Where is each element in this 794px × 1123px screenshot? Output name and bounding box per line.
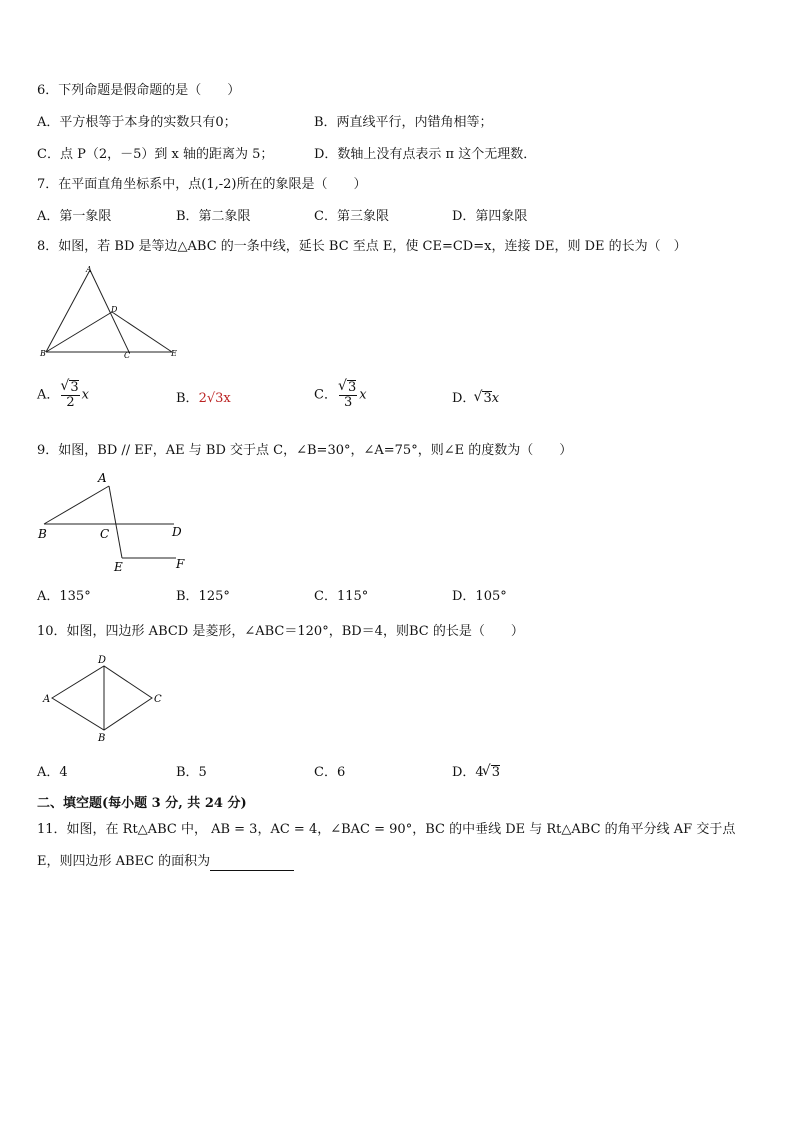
q8-label-e: E bbox=[171, 349, 177, 358]
q9-label-f: F bbox=[176, 557, 185, 571]
q7-stem: 7．在平面直角坐标系中，点(1,-2)所在的象限是（ ） bbox=[37, 177, 367, 192]
q10-label-a: A bbox=[43, 694, 51, 705]
q8-option-d-variable: x bbox=[491, 391, 500, 406]
q8-option-a bbox=[37, 380, 89, 410]
q11-line2 bbox=[37, 853, 294, 871]
q9-label-c: C bbox=[100, 527, 110, 541]
q10-option-d-label: D．4 bbox=[452, 765, 484, 780]
q8-option-d bbox=[452, 390, 499, 408]
q7-option-d: D．第四象限 bbox=[452, 209, 528, 224]
q10-option-d-radical: √ 3 bbox=[491, 765, 500, 780]
q8-label-c: C bbox=[124, 351, 131, 360]
q6-stem: 6．下列命题是假命题的是（ ） bbox=[37, 83, 241, 98]
q10-label-d: D bbox=[98, 655, 107, 666]
q9-option-a: A．135° bbox=[37, 589, 91, 604]
q7-option-c: C．第三象限 bbox=[314, 209, 389, 224]
q8-option-c-fraction bbox=[339, 380, 357, 410]
q8-option-a-numerator: √ 3 bbox=[69, 380, 78, 395]
q10-option-c: C．6 bbox=[314, 765, 346, 780]
q11-answer-blank[interactable] bbox=[210, 856, 294, 871]
q8-option-b bbox=[176, 390, 231, 408]
q7-option-a: A．第一象限 bbox=[37, 209, 112, 224]
q6-option-c: C．点 P（2，－5）到 x 轴的距离为 5； bbox=[37, 147, 274, 162]
q10-figure bbox=[38, 652, 168, 744]
q10-option-b: B．5 bbox=[176, 765, 207, 780]
q8-label-b: B bbox=[40, 349, 46, 358]
q10-option-d bbox=[452, 764, 500, 782]
q8-option-c-numerator: √ 3 bbox=[347, 380, 356, 395]
q11-line1: 11．如图，在 Rt△ABC 中， AB = 3，AC = 4，∠BAC = 90°，BC 的中垂线 DE 与 Rt△ABC 的角平分线 AF 交于点 bbox=[37, 822, 736, 837]
q8-option-a-fraction bbox=[61, 380, 79, 410]
q8-option-b-value: 2√3x bbox=[198, 391, 231, 406]
q9-label-e: E bbox=[114, 560, 123, 572]
q8-stem: 8．如图，若 BD 是等边△ABC 的一条中线，延长 BC 至点 E，使 CE=CD=x，连接 DE，则 DE 的长为（ ） bbox=[37, 239, 687, 254]
q8-option-c-label: C． bbox=[314, 387, 337, 403]
q9-label-d: D bbox=[172, 525, 182, 539]
q8-label-d: D bbox=[111, 305, 118, 314]
q9-stem: 9．如图，BD // EF，AE 与 BD 交于点 C，∠B=30°，∠A=75°，则∠E 的度数为（ ） bbox=[37, 443, 573, 458]
q10-stem: 10．如图，四边形 ABCD 是菱形，∠ABC＝120°，BD＝4，则BC 的长是（ ） bbox=[37, 624, 524, 639]
q9-option-d: D．105° bbox=[452, 589, 507, 604]
q6-option-b: B．两直线平行，内错角相等； bbox=[314, 115, 493, 130]
q11-line2-text: E，则四边形 ABEC 的面积为 bbox=[37, 854, 211, 869]
q8-figure bbox=[36, 262, 186, 362]
section-heading: 二、填空题(每小题 3 分, 共 24 分) bbox=[37, 796, 247, 811]
q8-label-a: A bbox=[86, 265, 92, 274]
q10-label-c: C bbox=[154, 694, 162, 705]
q9-option-c: C．115° bbox=[314, 589, 369, 604]
q10-option-a: A．4 bbox=[37, 765, 68, 780]
q9-label-b: B bbox=[38, 527, 47, 541]
q8-option-d-radical: √ 3 bbox=[482, 391, 491, 406]
q6-option-a: A．平方根等于本身的实数只有0； bbox=[37, 115, 237, 130]
q7-option-b: B．第二象限 bbox=[176, 209, 251, 224]
q8-option-a-label: A． bbox=[37, 387, 60, 403]
q10-label-b: B bbox=[98, 733, 106, 744]
q8-option-d-label: D． bbox=[452, 391, 476, 406]
q8-option-c bbox=[314, 380, 367, 410]
q9-label-a: A bbox=[98, 471, 107, 485]
q8-option-b-label: B． bbox=[176, 391, 199, 406]
q9-option-b: B．125° bbox=[176, 589, 230, 604]
q8-option-a-variable: x bbox=[81, 387, 90, 403]
q6-option-d: D．数轴上没有点表示 π 这个无理数． bbox=[314, 147, 537, 162]
q9-figure bbox=[36, 468, 196, 572]
q8-option-c-variable: x bbox=[359, 387, 367, 403]
q8-option-c-denominator: 3 bbox=[343, 395, 353, 410]
q8-option-a-denominator: 2 bbox=[66, 395, 75, 410]
